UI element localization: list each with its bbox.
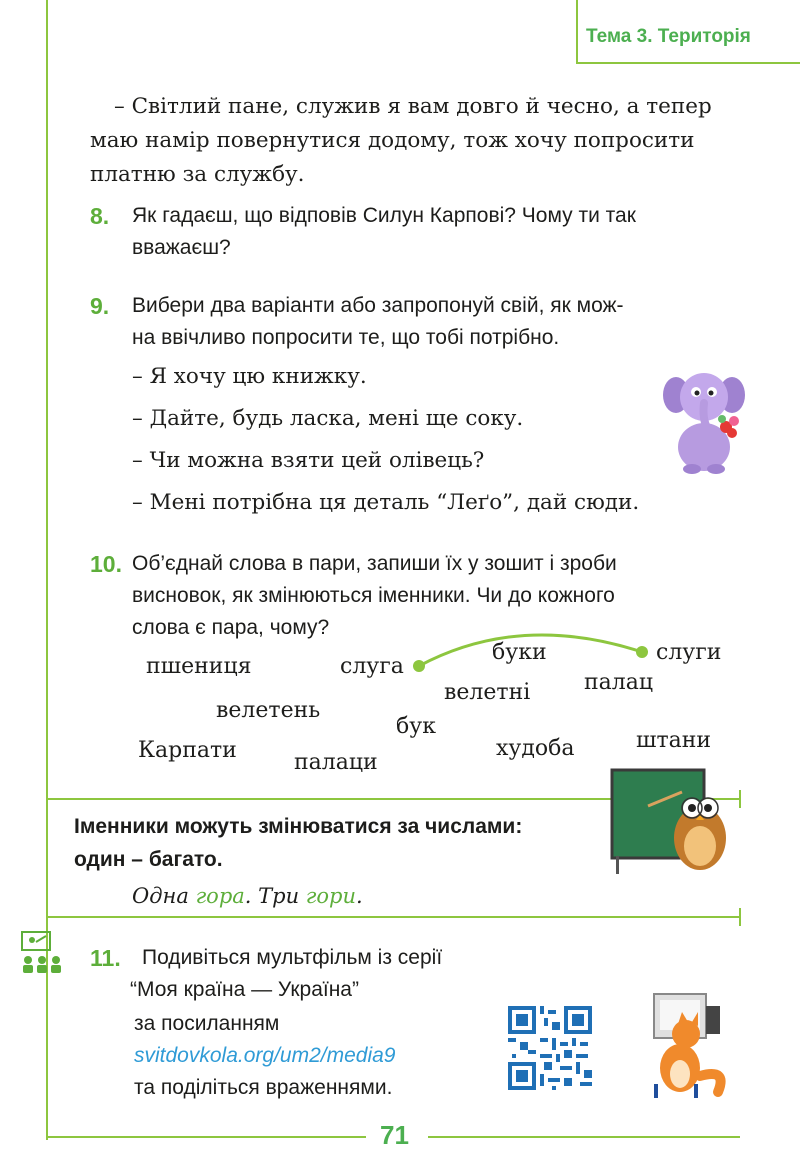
story-line: – Світлий пане, служив я вам довго й чесно, а тепер [114, 94, 712, 119]
task-line: Вибери два варіанти або запропонуй свій, як мож- [132, 294, 624, 317]
rule-divider-tick [739, 790, 741, 808]
page-number: 71 [380, 1120, 409, 1150]
footer-line-left [46, 1136, 366, 1138]
task-line: Подивіться мультфільм із серії [142, 946, 443, 969]
story-line: платню за службу. [90, 162, 305, 187]
qr-code[interactable] [508, 1006, 592, 1090]
task-line: за посиланням [134, 1012, 280, 1035]
task-number: 10. [90, 551, 122, 577]
elephant-illustration [662, 365, 746, 475]
task-line: слова є пара, чому? [132, 616, 330, 639]
task-line: Об’єднай слова в пари, запиши їх у зошит і зроби [132, 552, 617, 575]
option-item: – Я хочу цю книжку. [132, 364, 367, 389]
task-line: вважаєш? [132, 236, 231, 259]
word-card: худоба [496, 736, 575, 761]
rule-example: Одна гора. Три гори. [132, 884, 363, 908]
fox-computer-illustration [640, 988, 740, 1100]
task-9 [90, 290, 730, 360]
story-paragraph [90, 90, 730, 192]
header-divider-horizontal [576, 62, 800, 64]
rule-line: один – багато. [74, 848, 223, 871]
word-card: буки [492, 640, 547, 665]
task-text [132, 200, 728, 264]
word-card: слуги [656, 640, 722, 665]
word-card: бук [396, 714, 436, 739]
word-card: велетень [216, 698, 321, 723]
classroom-icon [20, 930, 66, 976]
rule-divider-tick [739, 908, 741, 926]
word-card: палаци [294, 750, 378, 775]
owl-teacher-illustration [608, 766, 732, 874]
series-title: “Моя країна — Україна” [130, 978, 359, 1001]
footer-line-right [428, 1136, 740, 1138]
word-card: палац [584, 670, 654, 695]
option-item: – Чи можна взяти цей олівець? [132, 448, 485, 473]
task-number: 8. [90, 203, 110, 229]
header-divider-vertical [576, 0, 578, 64]
word-card: штани [636, 728, 712, 753]
word-card: слуга [340, 654, 404, 679]
option-item: – Дайте, будь ласка, мені ще соку. [132, 406, 524, 431]
story-line: маю намір повернутися додому, тож хочу попросити [90, 128, 695, 153]
chapter-title: Тема 3. Територія [586, 26, 751, 47]
task-number: 11. [90, 945, 121, 971]
task-text [132, 290, 728, 354]
task-line: висновок, як змінюються іменники. Чи до кожного [132, 584, 615, 607]
task-line: Як гадаєш, що відповів Силун Карпові? Чому ти так [132, 204, 636, 227]
example-highlight: гора [195, 884, 245, 908]
task-11 [90, 942, 510, 976]
word-card: пшениця [146, 654, 252, 679]
grammar-rule [74, 810, 594, 876]
word-card: велетні [444, 680, 531, 705]
rule-top-divider [46, 798, 612, 800]
rule-bottom-divider [46, 916, 740, 918]
rule-line: Іменники можуть змінюватися за числами: [74, 815, 523, 838]
task-line: та поділіться враженнями. [134, 1076, 393, 1099]
task-line: на ввічливо попросити те, що тобі потрібно. [132, 326, 560, 349]
option-item: – Мені потрібна ця деталь “Леґо”, дай сюди. [132, 490, 640, 515]
task-number: 9. [90, 293, 110, 319]
task-8 [90, 200, 730, 270]
example-highlight: гори [305, 884, 357, 908]
word-card: Карпати [138, 738, 237, 763]
media-link[interactable]: svitdovkola.org/um2/media9 [134, 1044, 396, 1067]
